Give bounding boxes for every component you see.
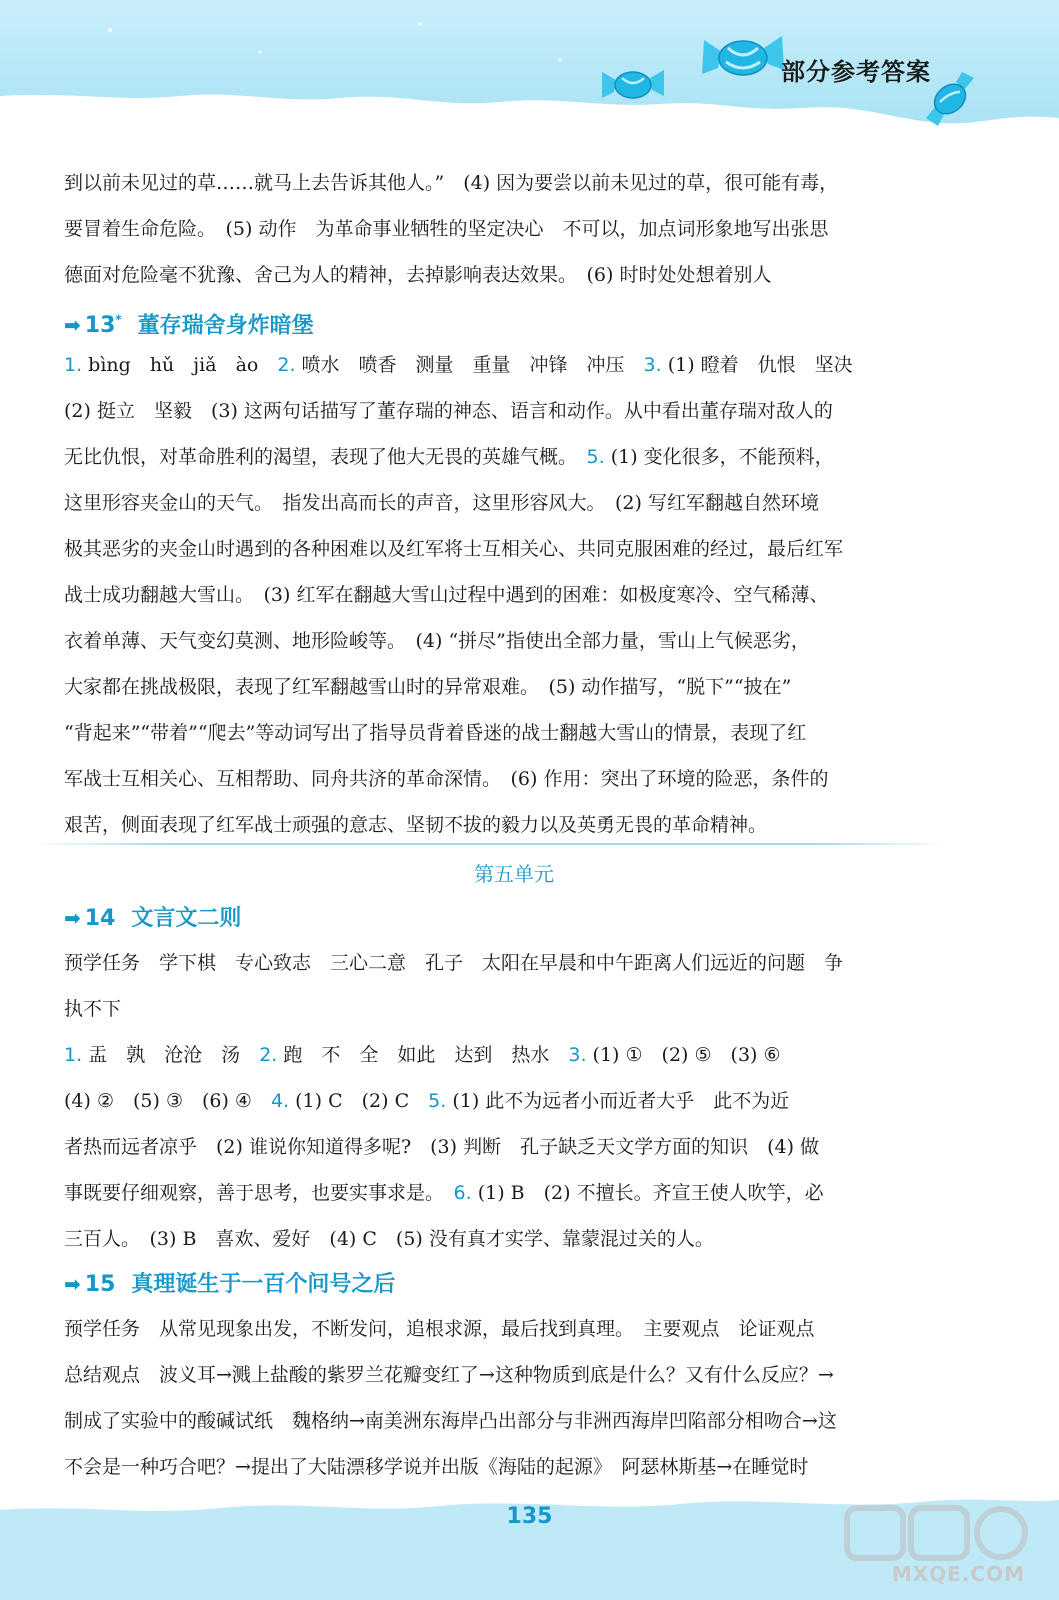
- text-line: 战士成功翻越大雪山。 (3) 红军在翻越大雪山过程中遇到的困难：如极度寒冷、空气稀薄、: [64, 584, 829, 606]
- section-title: 董存瑞舍身炸暗堡: [137, 313, 314, 339]
- page-number: 135: [506, 1504, 553, 1529]
- arrow-icon: ➡: [64, 906, 81, 930]
- text-line: 极其恶劣的夹金山时遇到的各种困难以及红军将士互相关心、共同克服困难的经过，最后红军: [64, 538, 844, 560]
- text-line: 到以前未见过的草……就马上去告诉其他人。” (4) 因为要尝以前未见过的草，很可能有毒，: [64, 172, 839, 194]
- watermark-text: MXQE.COM: [891, 1562, 1025, 1586]
- text-line: (4) ② (5) ③ (6) ④ 4. (1) C (2) C 5. (1) 此不为远者小而近者大乎 此不为近: [64, 1090, 790, 1112]
- text-line: 要冒着生命危险。 (5) 动作 为革命事业牺牲的坚定决心 不可以，加点词形象地写出张思: [64, 218, 829, 240]
- section-title: 文言文二则: [131, 906, 242, 931]
- answer-content: [64, 160, 964, 1490]
- text-line: 三百人。 (3) B 喜欢、爱好 (4) C (5) 没有真才实学、靠蒙混过关的人。: [64, 1228, 714, 1250]
- text-line: 衣着单薄、天气变幻莫测、地形险峻等。 (4) “拼尽”指使出全部力量，雪山上气候恶劣，: [64, 630, 810, 652]
- text-line: 预学任务 从常见现象出发，不断发问，追根求源，最后找到真理。 主要观点 论证观点: [64, 1318, 815, 1340]
- text-line: 德面对危险毫不犹豫、舍己为人的精神，去掉影响表达效果。 (6) 时时处处想着别人: [64, 264, 772, 286]
- section-heading-15: [64, 1262, 964, 1306]
- text-line: 1. bìng hǔ jiǎ ào 2. 喷水 喷香 测量 重量 冲锋 冲压 3. (1) 瞪着 仇恨 坚决: [64, 354, 853, 376]
- text-line: 总结观点 波义耳→溅上盐酸的紫罗兰花瓣变红了→这种物质到底是什么？又有什么反应？→: [64, 1364, 834, 1386]
- arrow-icon: ➡: [64, 313, 81, 338]
- section-number: 14: [84, 906, 116, 931]
- section-number: 15: [84, 1272, 116, 1297]
- unit-divider: [34, 843, 949, 845]
- text-line: 军战士互相关心、互相帮助、同舟共济的革命深情。 (6) 作用：突出了环境的险恶，条件的: [64, 768, 829, 790]
- text-line: 大家都在挑战极限，表现了红军翻越雪山时的异常艰难。 (5) 动作描写，“脱下”“披在”: [64, 676, 792, 698]
- section-heading-14: [64, 896, 964, 940]
- text-line: 1. 盂 孰 沧沧 汤 2. 跑 不 全 如此 达到 热水 3. (1) ① (2) ⑤ (3) ⑥: [64, 1044, 781, 1066]
- candy-icon: [700, 26, 786, 86]
- text-line: 事既要仔细观察，善于思考，也要实事求是。 6. (1) B (2) 不擅长。齐宣王使人吹竽，必: [64, 1182, 824, 1204]
- text-line: 无比仇恨，对革命胜利的渴望，表现了他大无畏的英雄气概。 5. (1) 变化很多，不能预料，: [64, 446, 834, 468]
- text-line: 者热而远者凉乎 (2) 谁说你知道得多呢? (3) 判断 孔子缺乏天文学方面的知识 (4) 做: [64, 1136, 820, 1158]
- text-line: 艰苦，侧面表现了红军战士顽强的意志、坚韧不拔的毅力以及英勇无畏的革命精神。: [64, 814, 768, 836]
- unit-title: 第五单元: [474, 862, 554, 886]
- section-heading-13: [64, 298, 964, 342]
- text-line: 不会是一种巧合吧？→提出了大陆漂移学说并出版《海陆的起源》 阿瑟林斯基→在睡觉时: [64, 1456, 809, 1478]
- text-line: 这里形容夹金山的天气。 指发出高而长的声音，这里形容风大。 (2) 写红军翻越自然环境: [64, 492, 819, 514]
- text-line: “背起来”“带着”“爬去”等动词写出了指导员背着昏迷的战士翻越大雪山的情景，表现了红: [64, 722, 807, 744]
- header-title: 部分参考答案: [781, 58, 931, 86]
- text-line: 制成了实验中的酸碱试纸 魏格纳→南美洲东海岸凸出部分与非洲西海岸凹陷部分相吻合→这: [64, 1410, 837, 1432]
- section-title: 真理诞生于一百个问号之后: [131, 1272, 396, 1297]
- text-line: (2) 挺立 坚毅 (3) 这两句话描写了董存瑞的神态、语言和动作。从中看出董存瑞对敌人的: [64, 400, 833, 422]
- section-number: 13*: [84, 313, 122, 339]
- candy-icon: [600, 62, 666, 106]
- text-line: 执不下: [64, 998, 122, 1020]
- arrow-icon: ➡: [64, 1272, 81, 1296]
- text-line: 预学任务 学下棋 专心致志 三心二意 孔子 太阳在早晨和中午距离人们远近的问题 争: [64, 952, 844, 974]
